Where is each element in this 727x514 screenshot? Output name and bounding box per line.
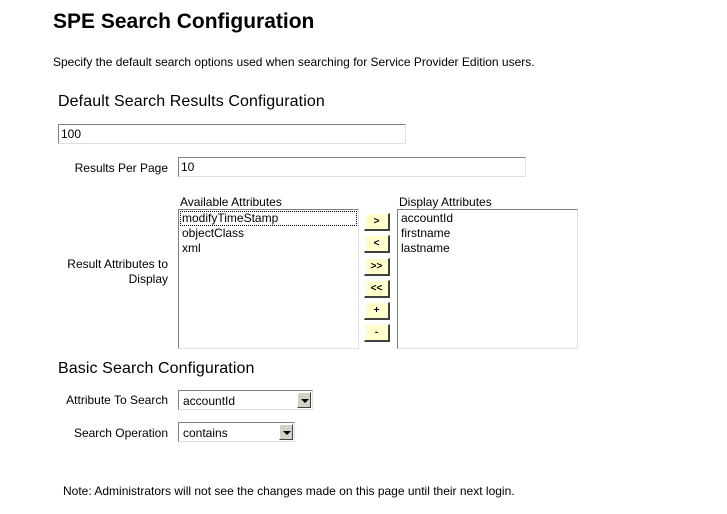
available-attributes-list[interactable] <box>178 209 359 349</box>
chevron-down-icon[interactable] <box>279 424 293 440</box>
results-per-page-label: Results Per Page <box>74 161 168 175</box>
attribute-to-search-value: accountId <box>183 394 236 408</box>
list-item[interactable]: xml <box>182 241 201 255</box>
result-attributes-label-line2: Display <box>128 272 168 286</box>
add-all-attributes-button[interactable]: >> <box>364 258 390 276</box>
results-per-page-value: 10 <box>181 160 195 174</box>
list-item[interactable]: lastname <box>401 241 450 255</box>
page-title: SPE Search Configuration <box>53 10 315 33</box>
max-results-input[interactable] <box>58 124 406 144</box>
results-config-heading: Default Search Results Configuration <box>58 93 325 110</box>
search-operation-value: contains <box>183 426 228 440</box>
max-results-value: 100 <box>61 127 82 141</box>
attribute-to-search-label: Attribute To Search <box>66 393 168 407</box>
chevron-down-icon[interactable] <box>297 392 311 408</box>
attribute-to-search-select[interactable] <box>178 390 313 410</box>
list-item[interactable]: objectClass <box>182 226 245 240</box>
remove-attribute-button[interactable]: < <box>364 235 390 253</box>
move-down-button[interactable]: - <box>364 324 390 342</box>
page-description: Specify the default search options used when searching for Service Provider Edition users. <box>53 55 535 69</box>
display-attributes-list[interactable] <box>397 209 578 349</box>
add-attribute-button[interactable]: > <box>364 213 390 231</box>
move-up-button[interactable]: + <box>364 302 390 320</box>
display-attributes-label: Display Attributes <box>399 195 492 209</box>
search-operation-select[interactable] <box>178 422 295 442</box>
list-item[interactable]: firstname <box>401 226 451 240</box>
result-attributes-label-line1: Result Attributes to <box>67 257 168 271</box>
available-attributes-label: Available Attributes <box>180 195 282 209</box>
list-item[interactable]: modifyTimeStamp <box>180 211 357 226</box>
results-per-page-input[interactable] <box>178 157 526 177</box>
remove-all-attributes-button[interactable]: << <box>364 280 390 298</box>
admin-note: Note: Administrators will not see the changes made on this page until their next login. <box>63 484 515 498</box>
list-item[interactable]: accountId <box>401 211 454 225</box>
search-operation-label: Search Operation <box>73 426 168 440</box>
basic-config-heading: Basic Search Configuration <box>58 360 255 377</box>
